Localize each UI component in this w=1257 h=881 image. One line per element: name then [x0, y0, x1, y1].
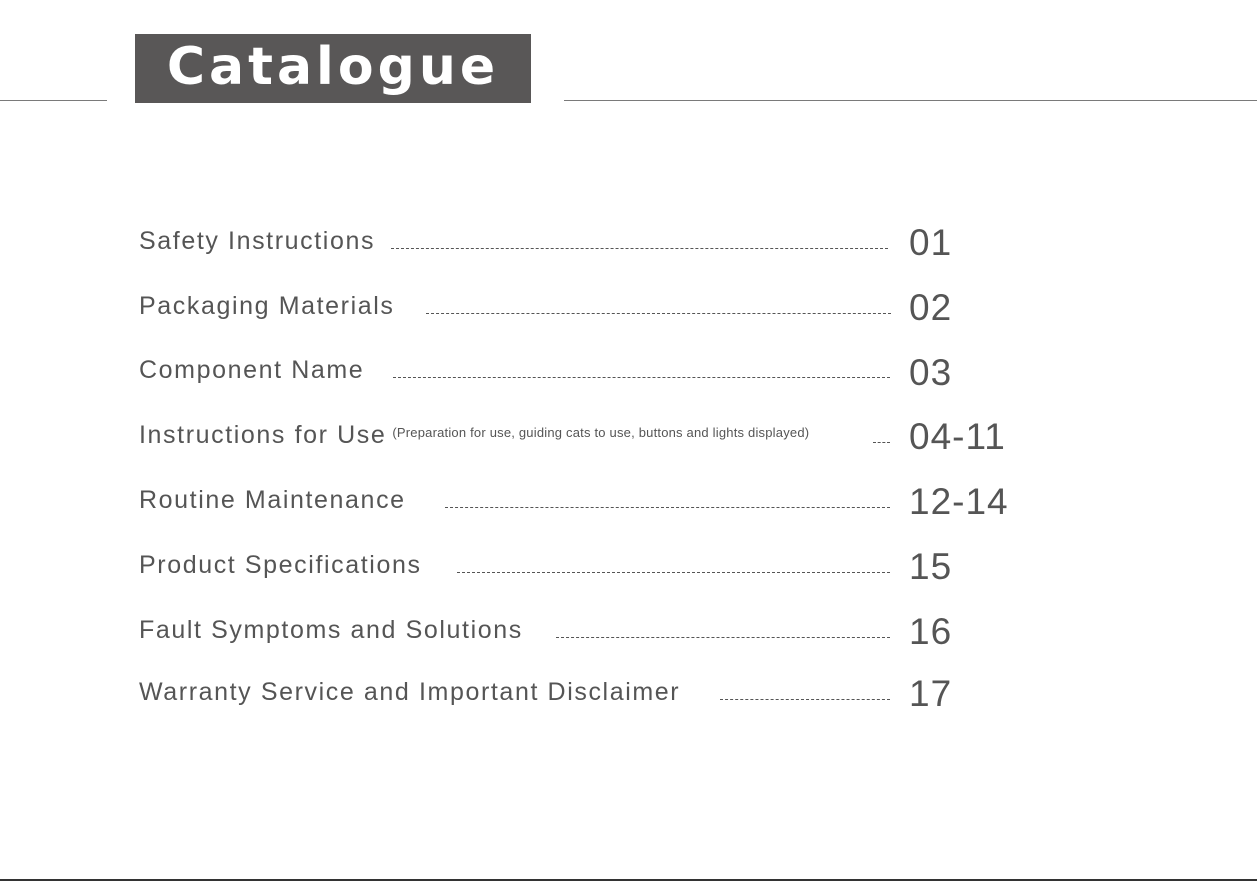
header-rule-left	[0, 100, 107, 101]
toc-page-number: 17	[909, 673, 953, 714]
toc-item-label-text: Instructions for Use	[139, 421, 387, 449]
toc-item-safety-instructions[interactable]	[139, 222, 899, 262]
toc-item-instructions-for-use[interactable]	[139, 416, 899, 456]
toc-leader	[391, 248, 888, 249]
toc-item-label: Safety Instructions	[139, 227, 376, 255]
toc-leader	[873, 442, 890, 443]
toc-page-number: 02	[909, 287, 953, 328]
toc-leader	[426, 313, 891, 314]
toc-page-number: 04-11	[909, 416, 1006, 457]
toc-item-note: (Preparation for use, guiding cats to use, buttons and lights displayed)	[392, 425, 810, 440]
toc-item-label: Packaging Materials	[139, 292, 395, 320]
toc-page-number: 12-14	[909, 481, 1009, 522]
toc-item-product-specifications[interactable]	[139, 546, 899, 586]
toc-item-warranty-service[interactable]	[139, 673, 899, 713]
toc-item-fault-symptoms[interactable]	[139, 611, 899, 651]
footer-rule	[0, 879, 1257, 881]
toc-page-number: 01	[909, 222, 953, 263]
page-title: Catalogue	[166, 36, 500, 97]
toc-item-component-name[interactable]	[139, 351, 899, 391]
toc-leader	[445, 507, 890, 508]
title-banner	[135, 34, 531, 103]
toc-leader	[457, 572, 890, 573]
toc-item-label: Warranty Service and Important Disclaimer	[139, 678, 681, 706]
toc-item-routine-maintenance[interactable]	[139, 481, 899, 521]
toc-item-label: Component Name	[139, 356, 365, 384]
toc-leader	[393, 377, 890, 378]
toc-item-packaging-materials[interactable]	[139, 287, 899, 327]
toc-leader	[556, 637, 890, 638]
toc-leader	[720, 699, 890, 700]
toc-item-label: Routine Maintenance	[139, 486, 406, 514]
toc-page-number: 16	[909, 611, 953, 652]
toc-item-label: Fault Symptoms and Solutions	[139, 616, 523, 644]
toc-item-label: Product Specifications	[139, 551, 422, 579]
toc-page-number: 03	[909, 352, 953, 393]
header-rule-right	[564, 100, 1257, 101]
toc-item-label	[139, 423, 809, 448]
toc-page-number: 15	[909, 546, 953, 587]
